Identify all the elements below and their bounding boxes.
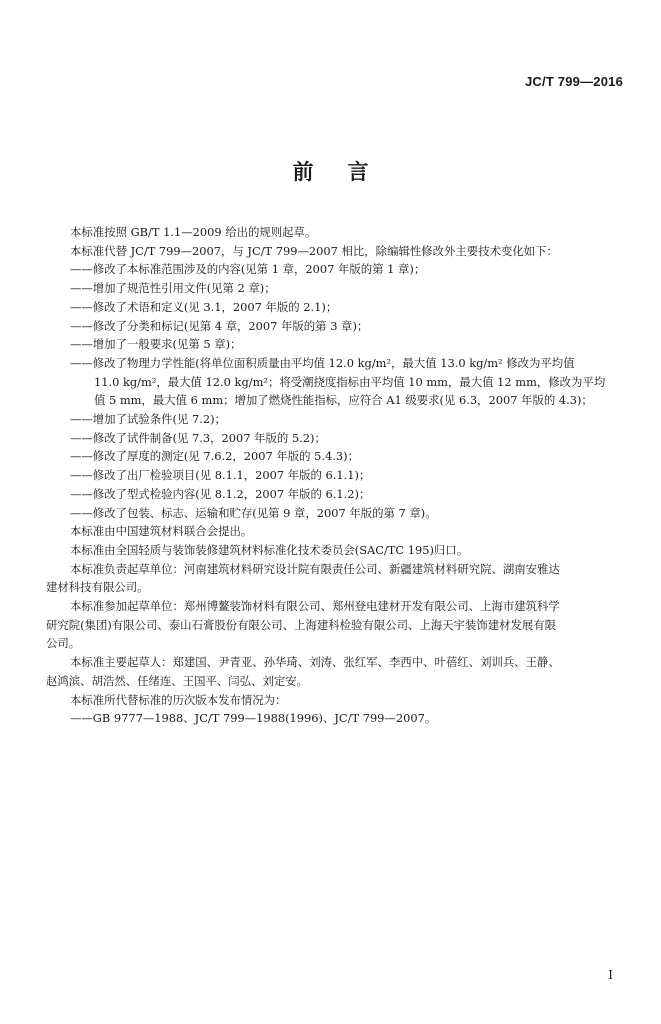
list-item: ——修改了分类和标记(见第 4 章，2007 年版的第 3 章)；: [70, 318, 369, 333]
list-item: ——修改了物理力学性能(将单位面积质量由平均值 12.0 kg/m²，最大值 13.0 kg/m² 修改为平均值: [70, 355, 575, 370]
list-item: ——修改了术语和定义(见 3.1，2007 年版的 2.1)；: [70, 299, 338, 314]
paragraph: 本标准按照 GB/T 1.1—2009 给出的规则起草。: [70, 225, 317, 239]
paragraph-continuation: 建材科技有限公司。: [46, 580, 149, 595]
list-item: ——GB 9777—1988、JC/T 799—1988(1996)、JC/T 799—2007。: [70, 711, 437, 726]
list-item: ——修改了型式检验内容(见 8.1.2，2007 年版的 6.1.2)；: [70, 486, 371, 501]
paragraph: 本标准代替 JC/T 799—2007，与 JC/T 799—2007 相比，除编辑性修改外主要技术变化如下：: [70, 243, 558, 258]
list-item: ——修改了出厂检验项目(见 8.1.1，2007 年版的 6.1.1)；: [70, 468, 371, 483]
standard-code: JC/T 799—2016: [525, 74, 623, 89]
paragraph: 本标准主要起草人：郑建国、尹青亚、孙华琦、刘涛、张红军、李西中、叶蓓红、刘训兵、王静、: [70, 655, 560, 670]
page-number: I: [608, 968, 613, 982]
list-item: ——修改了试件制备(见 7.3，2007 年版的 5.2)；: [70, 430, 326, 445]
paragraph-continuation: 公司。: [46, 636, 81, 651]
list-item: ——增加了一般要求(见第 5 章)；: [70, 337, 242, 352]
list-item: ——修改了厚度的测定(见 7.6.2，2007 年版的 5.4.3)；: [70, 449, 359, 464]
paragraph-continuation: 赵鸿滨、胡浩然、任绪连、王国平、闫弘、刘定安。: [46, 673, 308, 688]
paragraph: 本标准由全国轻质与装饰装修建筑材料标准化技术委员会(SAC/TC 195)归口。: [70, 542, 469, 557]
list-item: ——增加了规范性引用文件(见第 2 章)；: [70, 281, 276, 296]
page-title: 前言: [292, 160, 403, 184]
list-item: ——修改了包装、标志、运输和贮存(见第 9 章，2007 年版的第 7 章)。: [70, 505, 437, 520]
list-item-continuation: 值 5 mm，最大值 6 mm；增加了燃烧性能指标，应符合 A1 级要求(见 6.3，2007 年版的 4.3)；: [94, 393, 593, 408]
paragraph: 本标准所代替标准的历次版本发布情况为：: [70, 692, 287, 707]
list-item-continuation: 11.0 kg/m²，最大值 12.0 kg/m²；将受潮挠度指标由平均值 10 mm，最大值 12 mm，修改为平均: [94, 374, 606, 389]
list-item: ——增加了试验条件(见 7.2)；: [70, 412, 226, 427]
list-item: ——修改了本标准范围涉及的内容(见第 1 章，2007 年版的第 1 章)；: [70, 262, 426, 277]
foreword-body: [46, 223, 628, 728]
paragraph: 本标准参加起草单位：郑州博鳌装饰材料有限公司、郑州登电建材开发有限公司、上海市建筑科学: [70, 599, 560, 614]
paragraph: 本标准由中国建筑材料联合会提出。: [70, 524, 253, 539]
paragraph-continuation: 研究院(集团)有限公司、泰山石膏股份有限公司、上海建科检验有限公司、上海天宇装饰建材发展有限: [46, 617, 557, 632]
paragraph: 本标准负责起草单位：河南建筑材料研究设计院有限责任公司、新疆建筑材料研究院、湖南安雅达: [70, 561, 560, 576]
